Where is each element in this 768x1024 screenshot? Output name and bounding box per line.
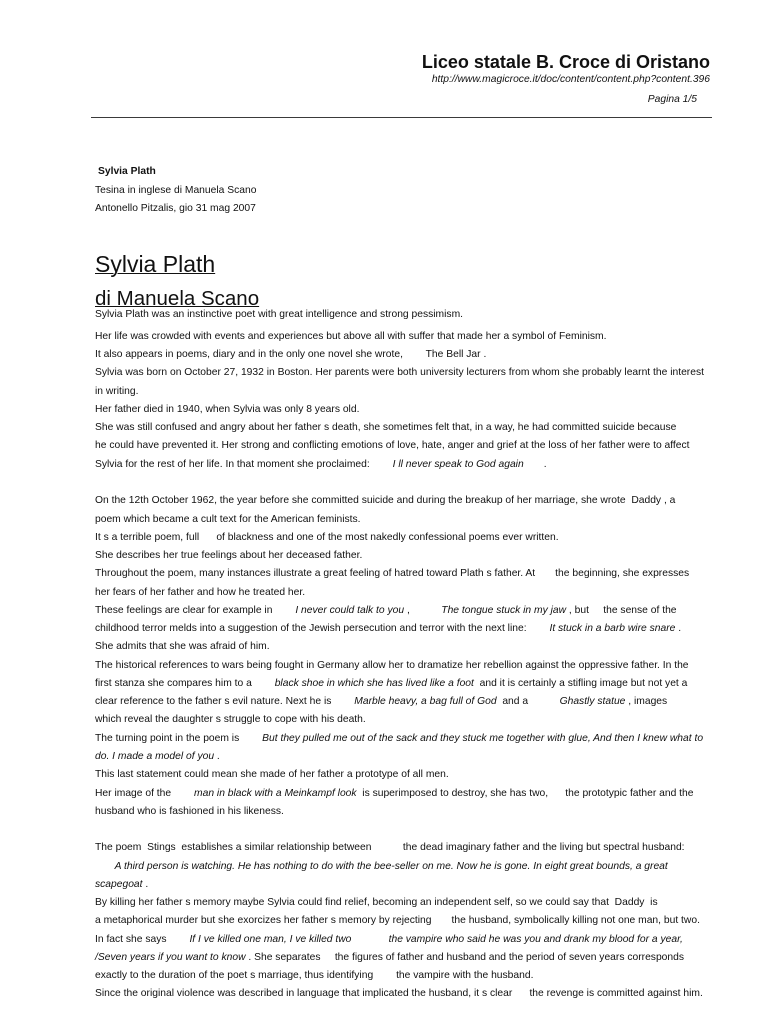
italic-quote: I ll never speak to God again <box>392 458 524 470</box>
text-segment: In fact she says <box>95 933 190 945</box>
italic-quote: do. I made a model of you <box>95 751 215 762</box>
italic-quote: It stuck in a barb wire snare <box>549 623 676 635</box>
italic-quote: The tongue stuck in my jaw <box>441 604 567 616</box>
italic-quote: If I ve killed one man, I ve killed two <box>189 933 352 945</box>
text-line <box>95 547 704 565</box>
text-line <box>95 511 704 529</box>
text-line <box>95 657 704 675</box>
text-segment: The turning point in the poem is <box>95 732 263 744</box>
italic-quote: But they pulled me out of the sack and they stuck me together with glue, And then I knew what to <box>262 732 704 744</box>
text-segment: and a <box>496 696 560 708</box>
text-line <box>95 785 704 803</box>
text-segment: exactly to the duration of the poet s marriage, thus identifying the vampire with the husband. <box>95 970 534 982</box>
text-line <box>95 565 704 583</box>
text-segment: Her life was crowded with events and experiences but above all with suffer that made her a symbol of Feminism. <box>95 330 607 342</box>
text-line <box>95 306 704 328</box>
text-segment: Her father died in 1940, when Sylvia was only 8 years old. <box>95 403 360 415</box>
text-segment: She describes her true feelings about her deceased father. <box>95 550 363 562</box>
text-segment: By killing her father s memory maybe Sylvia could find relief, becoming an independent self, so we could say that Daddy is <box>95 897 658 909</box>
text-segment: is superimposed to destroy, she has two, the prototypic father and the <box>356 787 694 799</box>
italic-quote: man in black with a Meinkampf look <box>194 787 357 799</box>
text-line <box>95 529 704 547</box>
text-line <box>95 675 704 693</box>
text-line <box>95 967 704 985</box>
text-segment: . <box>142 878 149 890</box>
text-segment: which reveal the daughter s struggle to cope with his death. <box>95 714 366 726</box>
text-segment: Throughout the poem, many instances illustrate a great feeling of hatred toward Plath s father. At the beginning, she expresses <box>95 568 690 580</box>
text-segment: first stanza she compares him to a <box>95 677 275 689</box>
italic-quote: scapegoat <box>95 878 143 890</box>
page-author: di Manuela Scano <box>95 287 260 310</box>
text-segment: Her image of the <box>95 787 195 799</box>
text-segment: . <box>523 458 547 470</box>
text-line <box>95 876 704 894</box>
text-segment: a metaphorical murder but she exorcizes her father s memory by rejecting the husband, symbolically killing not one man, but two. <box>95 915 700 927</box>
text-line <box>95 401 704 419</box>
text-line <box>95 328 704 346</box>
text-line <box>95 748 704 766</box>
text-line <box>95 730 704 748</box>
text-segment: , but the sense of the <box>566 604 677 616</box>
text-segment: She admits that she was afraid of him. <box>95 641 270 653</box>
italic-quote: Marble heavy, a bag full of God <box>354 696 497 708</box>
text-line <box>95 364 704 382</box>
document-url: http://www.magicroce.it/doc/content/content.php?content.396 <box>431 74 710 85</box>
text-segment: and it is certainly a stifling image but not yet a <box>473 677 688 689</box>
text-line <box>95 456 704 474</box>
text-segment: in writing. <box>95 385 139 397</box>
text-segment: On the 12th October 1962, the year before she committed suicide and during the breakup of her marriage, she wrote Daddy , a <box>95 495 676 507</box>
text-segment: . <box>675 623 682 635</box>
header-rule <box>91 117 712 118</box>
text-segment <box>351 934 388 945</box>
text-line <box>95 912 704 930</box>
text-segment: Sylvia was born on October 27, 1932 in Boston. Her parents were both university lecturers from whom she probably learnt the interest <box>95 367 704 379</box>
italic-quote: the vampire who said he was you and drank my blood for a year, <box>388 933 683 945</box>
text-segment: , images <box>625 696 668 708</box>
blank-line <box>95 474 704 492</box>
text-segment: It s a terrible poem, full of blackness and one of the most nakedly confessional poems ever written. <box>95 531 559 543</box>
text-segment: her fears of her father and how he treated her. <box>95 586 306 598</box>
italic-quote: /Seven years if you want to know <box>95 951 246 963</box>
text-segment: husband who is fashioned in his likeness. <box>95 805 284 817</box>
text-line <box>95 602 704 620</box>
document-meta <box>95 163 256 219</box>
text-segment: The poem Stings establishes a similar relationship between the dead imaginary father and the living but spectral husband: <box>95 842 685 854</box>
text-segment: poem which became a cult text for the American feminists. <box>95 513 361 525</box>
text-segment: These feelings are clear for example in <box>95 604 296 616</box>
blank-line <box>95 821 704 839</box>
meta-title: Sylvia Plath <box>98 166 156 177</box>
page-title: Sylvia Plath <box>95 251 216 277</box>
text-line <box>95 419 704 437</box>
text-segment: childhood terror melds into a suggestion of the Jewish persecution and terror with the next line: <box>95 623 550 635</box>
text-line <box>95 693 704 711</box>
text-line <box>95 638 704 656</box>
italic-quote: I never could talk to you <box>295 604 405 616</box>
text-line <box>95 383 704 401</box>
text-segment: Since the original violence was described in language that implicated the husband, it s clear the revenge is committed against him. <box>95 988 703 1000</box>
text-line <box>95 931 704 949</box>
italic-quote: A third person is watching. He has nothing to do with the bee-seller on me. Now he is gone. In eight great bounds, a great <box>95 860 668 872</box>
text-line <box>95 711 704 729</box>
school-name: Liceo statale B. Croce di Oristano <box>421 52 710 72</box>
meta-byline: Antonello Pitzalis, gio 31 mag 2007 <box>95 203 256 214</box>
text-segment: , <box>404 604 442 616</box>
page-number: Pagina 1/5 <box>647 94 697 105</box>
text-line <box>95 584 704 602</box>
text-line <box>95 803 704 821</box>
text-segment: he could have prevented it. Her strong and conflicting emotions of love, hate, anger and grief at the loss of her father were to affect <box>95 440 690 452</box>
text-line <box>95 858 704 876</box>
text-line <box>95 894 704 912</box>
text-line <box>95 839 704 857</box>
text-line <box>95 766 704 784</box>
italic-quote: black shoe in which she has lived like a foot <box>274 677 474 689</box>
text-line <box>95 949 704 967</box>
text-segment: This last statement could mean she made of her father a prototype of all men. <box>95 769 449 781</box>
text-segment: It also appears in poems, diary and in the only one novel she wrote, The Bell Jar . <box>95 349 487 361</box>
text-segment: . <box>214 751 220 762</box>
text-segment: clear reference to the father s evil nature. Next he is <box>95 696 355 708</box>
italic-quote: Ghastly statue <box>559 696 626 708</box>
text-segment: The historical references to wars being fought in Germany allow her to dramatize her rebellion against the oppressive father. In the <box>95 659 689 671</box>
text-line <box>95 985 704 1003</box>
text-segment: Sylvia Plath was an instinctive poet with great intelligence and strong pessimism. <box>95 308 464 320</box>
text-segment: Sylvia for the rest of her life. In that moment she proclaimed: <box>95 458 393 470</box>
text-line <box>95 620 704 638</box>
text-line <box>95 492 704 510</box>
text-line <box>95 346 704 364</box>
text-segment: . She separates the figures of father and husband and the period of seven years corresponds <box>245 951 684 963</box>
text-line <box>95 437 704 455</box>
meta-subtitle: Tesina in inglese di Manuela Scano <box>95 184 257 196</box>
body-text <box>95 306 704 1004</box>
text-segment: She was still confused and angry about her father s death, she sometimes felt that, in a way, he had committed suicide because <box>95 422 677 434</box>
